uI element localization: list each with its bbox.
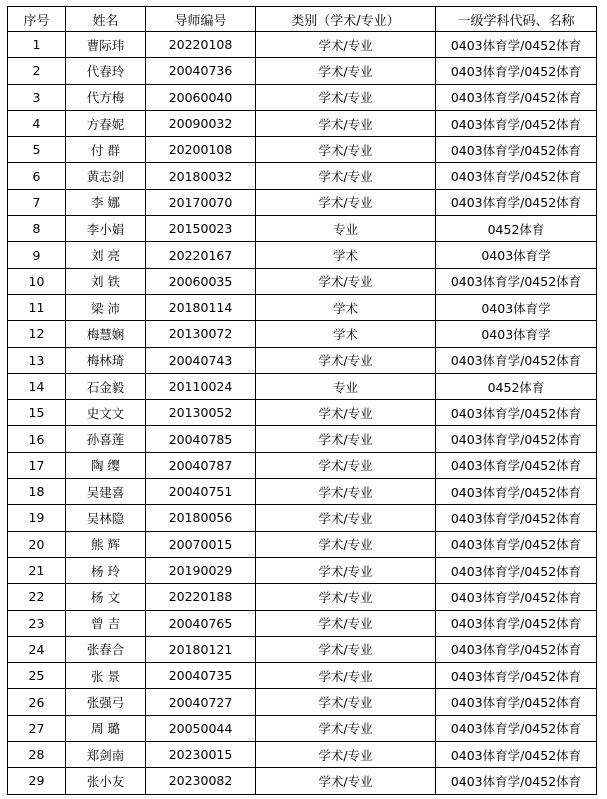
cell-advisor-id: 20220188 (146, 584, 256, 610)
cell-seq: 15 (8, 400, 66, 426)
cell-type: 学术/专业 (256, 32, 436, 58)
cell-type: 学术/专业 (256, 110, 436, 136)
cell-advisor-id: 20220108 (146, 32, 256, 58)
cell-subject: 0403体育学/0452体育 (436, 584, 597, 610)
cell-subject: 0403体育学/0452体育 (436, 110, 597, 136)
cell-advisor-id: 20050044 (146, 715, 256, 741)
cell-subject: 0403体育学/0452体育 (436, 32, 597, 58)
cell-subject: 0452体育 (436, 373, 597, 399)
table-row (8, 610, 597, 636)
table-row (8, 189, 597, 215)
cell-subject: 0403体育学/0452体育 (436, 636, 597, 662)
cell-seq: 8 (8, 216, 66, 242)
cell-advisor-id: 20180121 (146, 636, 256, 662)
table-row (8, 163, 597, 189)
cell-subject: 0403体育学/0452体育 (436, 347, 597, 373)
cell-subject: 0403体育学 (436, 294, 597, 320)
table-row (8, 531, 597, 557)
cell-type: 学术/专业 (256, 742, 436, 768)
cell-subject: 0403体育学 (436, 321, 597, 347)
cell-name: 李 娜 (66, 189, 146, 215)
cell-name: 黄志剑 (66, 163, 146, 189)
cell-name: 付 群 (66, 137, 146, 163)
cell-type: 学术/专业 (256, 84, 436, 110)
table-row (8, 242, 597, 268)
cell-name: 孙喜莲 (66, 426, 146, 452)
cell-subject: 0403体育学/0452体育 (436, 768, 597, 794)
cell-name: 吴建喜 (66, 479, 146, 505)
table-row (8, 505, 597, 531)
cell-name: 周 璐 (66, 715, 146, 741)
cell-type: 学术/专业 (256, 400, 436, 426)
cell-type: 学术/专业 (256, 663, 436, 689)
cell-seq: 18 (8, 479, 66, 505)
cell-subject: 0403体育学/0452体育 (436, 58, 597, 84)
table-row (8, 715, 597, 741)
cell-subject: 0403体育学/0452体育 (436, 189, 597, 215)
cell-type: 学术 (256, 321, 436, 347)
cell-advisor-id: 20180056 (146, 505, 256, 531)
cell-advisor-id: 20170070 (146, 189, 256, 215)
table-row (8, 268, 597, 294)
cell-name: 史文文 (66, 400, 146, 426)
cell-advisor-id: 20130072 (146, 321, 256, 347)
cell-advisor-id: 20220167 (146, 242, 256, 268)
table-row (8, 347, 597, 373)
cell-subject: 0403体育学/0452体育 (436, 400, 597, 426)
cell-seq: 27 (8, 715, 66, 741)
cell-name: 张春合 (66, 636, 146, 662)
cell-seq: 17 (8, 452, 66, 478)
cell-subject: 0403体育学/0452体育 (436, 505, 597, 531)
cell-subject: 0403体育学/0452体育 (436, 84, 597, 110)
cell-type: 学术/专业 (256, 636, 436, 662)
table-row (8, 110, 597, 136)
table-row (8, 452, 597, 478)
header-row (8, 7, 597, 32)
cell-type: 学术/专业 (256, 715, 436, 741)
cell-seq: 22 (8, 584, 66, 610)
cell-type: 学术/专业 (256, 610, 436, 636)
cell-name: 石金毅 (66, 373, 146, 399)
cell-seq: 13 (8, 347, 66, 373)
cell-seq: 14 (8, 373, 66, 399)
cell-advisor-id: 20180032 (146, 163, 256, 189)
cell-name: 李小娟 (66, 216, 146, 242)
cell-advisor-id: 20230015 (146, 742, 256, 768)
cell-type: 学术/专业 (256, 689, 436, 715)
cell-name: 张小友 (66, 768, 146, 794)
cell-type: 学术/专业 (256, 768, 436, 794)
cell-type: 学术/专业 (256, 479, 436, 505)
cell-type: 学术/专业 (256, 584, 436, 610)
cell-advisor-id: 20200108 (146, 137, 256, 163)
cell-seq: 29 (8, 768, 66, 794)
cell-type: 专业 (256, 216, 436, 242)
header-advisor-id: 导师编号 (146, 7, 256, 32)
cell-subject: 0452体育 (436, 216, 597, 242)
cell-seq: 19 (8, 505, 66, 531)
cell-advisor-id: 20060035 (146, 268, 256, 294)
cell-type: 学术/专业 (256, 58, 436, 84)
table-row (8, 742, 597, 768)
cell-type: 学术/专业 (256, 505, 436, 531)
cell-seq: 16 (8, 426, 66, 452)
cell-name: 梁 沛 (66, 294, 146, 320)
cell-advisor-id: 20040765 (146, 610, 256, 636)
cell-advisor-id: 20130052 (146, 400, 256, 426)
cell-subject: 0403体育学/0452体育 (436, 663, 597, 689)
table-row (8, 58, 597, 84)
cell-seq: 4 (8, 110, 66, 136)
header-seq: 序号 (8, 7, 66, 32)
table-row (8, 373, 597, 399)
cell-name: 杨 玲 (66, 557, 146, 583)
cell-type: 学术 (256, 242, 436, 268)
table-row (8, 137, 597, 163)
cell-name: 吴林隐 (66, 505, 146, 531)
cell-subject: 0403体育学/0452体育 (436, 268, 597, 294)
cell-advisor-id: 20040787 (146, 452, 256, 478)
cell-advisor-id: 20040751 (146, 479, 256, 505)
table-header (8, 7, 597, 32)
cell-advisor-id: 20060040 (146, 84, 256, 110)
cell-type: 学术/专业 (256, 347, 436, 373)
cell-seq: 28 (8, 742, 66, 768)
cell-advisor-id: 20040743 (146, 347, 256, 373)
cell-subject: 0403体育学/0452体育 (436, 452, 597, 478)
cell-name: 刘 亮 (66, 242, 146, 268)
cell-type: 专业 (256, 373, 436, 399)
table-row (8, 689, 597, 715)
cell-name: 熊 辉 (66, 531, 146, 557)
cell-type: 学术/专业 (256, 137, 436, 163)
cell-name: 陶 缨 (66, 452, 146, 478)
table-row (8, 636, 597, 662)
table-row (8, 321, 597, 347)
cell-seq: 10 (8, 268, 66, 294)
cell-seq: 23 (8, 610, 66, 636)
cell-subject: 0403体育学/0452体育 (436, 137, 597, 163)
cell-seq: 20 (8, 531, 66, 557)
cell-seq: 3 (8, 84, 66, 110)
cell-advisor-id: 20040785 (146, 426, 256, 452)
cell-name: 方春妮 (66, 110, 146, 136)
table-row (8, 479, 597, 505)
cell-seq: 25 (8, 663, 66, 689)
cell-seq: 5 (8, 137, 66, 163)
cell-subject: 0403体育学/0452体育 (436, 479, 597, 505)
header-name: 姓名 (66, 7, 146, 32)
cell-advisor-id: 20110024 (146, 373, 256, 399)
cell-subject: 0403体育学/0452体育 (436, 163, 597, 189)
cell-advisor-id: 20040736 (146, 58, 256, 84)
cell-seq: 21 (8, 557, 66, 583)
table-row (8, 400, 597, 426)
table-row (8, 294, 597, 320)
cell-name: 张 景 (66, 663, 146, 689)
cell-type: 学术/专业 (256, 557, 436, 583)
cell-name: 张强弓 (66, 689, 146, 715)
cell-subject: 0403体育学/0452体育 (436, 715, 597, 741)
cell-subject: 0403体育学/0452体育 (436, 742, 597, 768)
cell-advisor-id: 20040735 (146, 663, 256, 689)
cell-subject: 0403体育学/0452体育 (436, 531, 597, 557)
cell-type: 学术/专业 (256, 189, 436, 215)
cell-seq: 12 (8, 321, 66, 347)
table-row (8, 216, 597, 242)
cell-advisor-id: 20150023 (146, 216, 256, 242)
header-subject: 一级学科代码、名称 (436, 7, 597, 32)
table-row (8, 557, 597, 583)
cell-advisor-id: 20180114 (146, 294, 256, 320)
cell-type: 学术/专业 (256, 163, 436, 189)
cell-name: 郑剑南 (66, 742, 146, 768)
cell-advisor-id: 20190029 (146, 557, 256, 583)
cell-seq: 24 (8, 636, 66, 662)
cell-seq: 7 (8, 189, 66, 215)
cell-advisor-id: 20070015 (146, 531, 256, 557)
cell-subject: 0403体育学/0452体育 (436, 557, 597, 583)
table-row (8, 584, 597, 610)
table-row (8, 426, 597, 452)
cell-seq: 2 (8, 58, 66, 84)
table-row (8, 663, 597, 689)
cell-type: 学术/专业 (256, 268, 436, 294)
cell-seq: 1 (8, 32, 66, 58)
cell-advisor-id: 20040727 (146, 689, 256, 715)
cell-type: 学术 (256, 294, 436, 320)
cell-name: 梅慧娴 (66, 321, 146, 347)
cell-name: 代春玲 (66, 58, 146, 84)
cell-seq: 6 (8, 163, 66, 189)
cell-name: 曾 吉 (66, 610, 146, 636)
cell-advisor-id: 20230082 (146, 768, 256, 794)
cell-name: 刘 铁 (66, 268, 146, 294)
cell-name: 梅林琦 (66, 347, 146, 373)
advisor-table (7, 6, 597, 795)
table-body (8, 32, 597, 795)
cell-type: 学术/专业 (256, 531, 436, 557)
table-row (8, 768, 597, 794)
cell-type: 学术/专业 (256, 452, 436, 478)
header-type: 类别（学术/专业） (256, 7, 436, 32)
cell-subject: 0403体育学 (436, 242, 597, 268)
cell-seq: 9 (8, 242, 66, 268)
cell-advisor-id: 20090032 (146, 110, 256, 136)
cell-name: 杨 文 (66, 584, 146, 610)
cell-seq: 11 (8, 294, 66, 320)
cell-subject: 0403体育学/0452体育 (436, 610, 597, 636)
cell-subject: 0403体育学/0452体育 (436, 426, 597, 452)
table-row (8, 84, 597, 110)
cell-type: 学术/专业 (256, 426, 436, 452)
cell-name: 代方梅 (66, 84, 146, 110)
cell-seq: 26 (8, 689, 66, 715)
cell-name: 曹际玮 (66, 32, 146, 58)
cell-subject: 0403体育学/0452体育 (436, 689, 597, 715)
table-row (8, 32, 597, 58)
